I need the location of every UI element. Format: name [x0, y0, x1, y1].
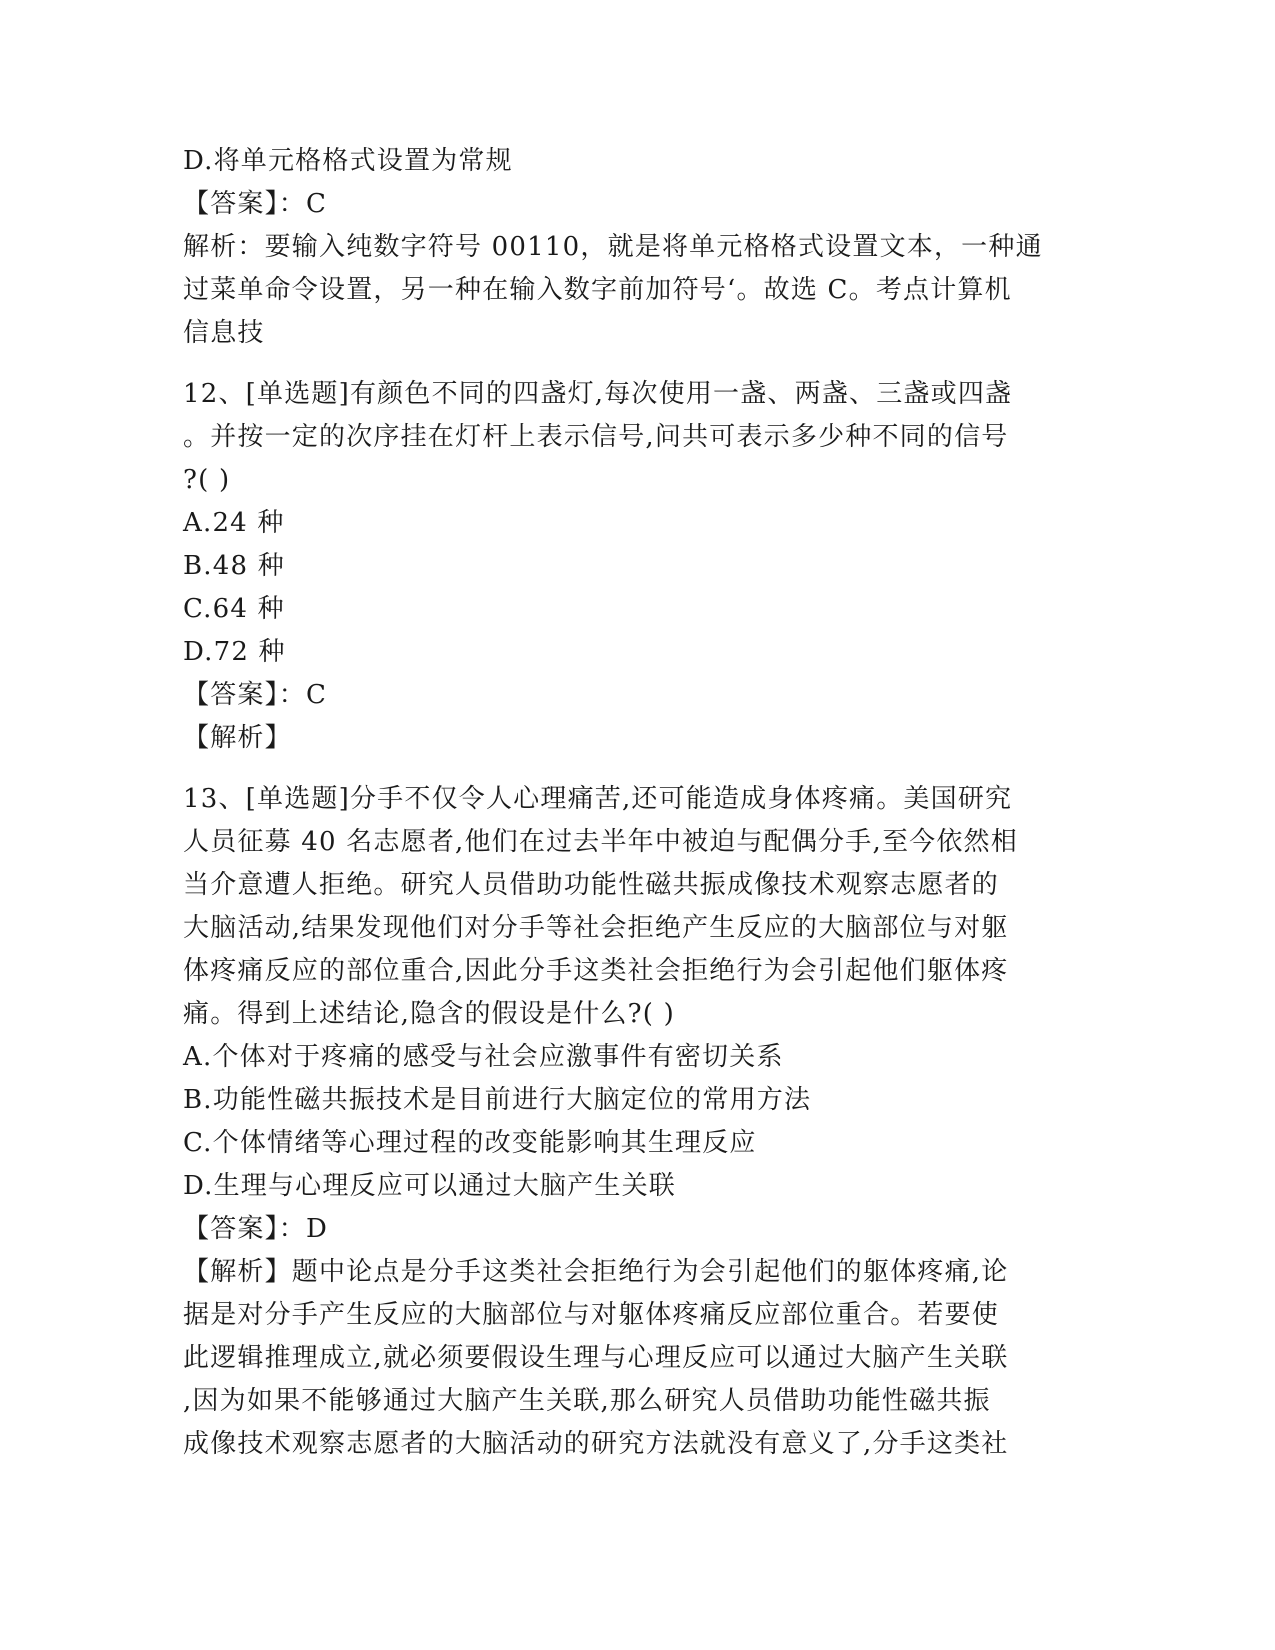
question-12 — [183, 373, 1083, 760]
option-d: D.72 种 — [183, 637, 286, 667]
analysis-line: 成像技术观察志愿者的大脑活动的研究方法就没有意义了,分手这类社 — [183, 1429, 1009, 1459]
option-b: B.功能性磁共振技术是目前进行大脑定位的常用方法 — [183, 1085, 812, 1115]
analysis-heading: 【解析】 — [183, 723, 292, 753]
answer: 【答案】：C — [183, 189, 328, 219]
answer: 【答案】：C — [183, 680, 328, 710]
spacer — [183, 355, 1083, 373]
document-page — [183, 140, 1083, 1466]
question-stem-line: 体疼痛反应的部位重合,因此分手这类社会拒绝行为会引起他们躯体疼 — [183, 956, 1009, 986]
option-a: A.24 种 — [183, 508, 285, 538]
analysis-line: 过菜单命令设置，另一种在输入数字前加符号‘。故选 C。考点计算机 — [183, 275, 1012, 305]
answer: 【答案】：D — [183, 1214, 329, 1244]
question-stem-line: 痛。得到上述结论,隐含的假设是什么?( ) — [183, 999, 675, 1029]
option-c: C.64 种 — [183, 594, 285, 624]
spacer — [183, 760, 1083, 778]
question-stem-line: 13、[单选题]分手不仅令人心理痛苦,还可能造成身体疼痛。美国研究 — [183, 784, 1013, 814]
question-stem-line: 。并按一定的次序挂在灯杆上表示信号,问共可表示多少种不同的信号 — [183, 422, 1009, 452]
analysis-line: 【解析】题中论点是分手这类社会拒绝行为会引起他们的躯体疼痛,论 — [183, 1257, 1009, 1287]
option-a: A.个体对于疼痛的感受与社会应激事件有密切关系 — [183, 1042, 784, 1072]
option-d: D.将单元格格式设置为常规 — [183, 146, 513, 176]
question-stem-line: 12、[单选题]有颜色不同的四盏灯,每次使用一盏、两盏、三盏或四盏 — [183, 379, 1013, 409]
question-11-tail — [183, 140, 1083, 355]
analysis-line: 此逻辑推理成立,就必须要假设生理与心理反应可以通过大脑产生关联 — [183, 1343, 1009, 1373]
question-13 — [183, 778, 1083, 1466]
option-d: D.生理与心理反应可以通过大脑产生关联 — [183, 1171, 676, 1201]
option-c: C.个体情绪等心理过程的改变能影响其生理反应 — [183, 1128, 757, 1158]
analysis-line: ,因为如果不能够通过大脑产生关联,那么研究人员借助功能性磁共振 — [183, 1386, 991, 1416]
option-b: B.48 种 — [183, 551, 285, 581]
question-stem-line: 人员征募 40 名志愿者,他们在过去半年中被迫与配偶分手,至今依然相 — [183, 827, 1018, 857]
question-stem-line: ?( ) — [183, 465, 231, 495]
question-stem-line: 大脑活动,结果发现他们对分手等社会拒绝产生反应的大脑部位与对躯 — [183, 913, 1009, 943]
question-stem-line: 当介意遭人拒绝。研究人员借助功能性磁共振成像技术观察志愿者的 — [183, 870, 1000, 900]
analysis-line: 解析：要输入纯数字符号 00110，就是将单元格格式设置文本，一种通 — [183, 232, 1043, 262]
analysis-line: 信息技 — [183, 318, 265, 348]
analysis-line: 据是对分手产生反应的大脑部位与对躯体疼痛反应部位重合。若要使 — [183, 1300, 1000, 1330]
